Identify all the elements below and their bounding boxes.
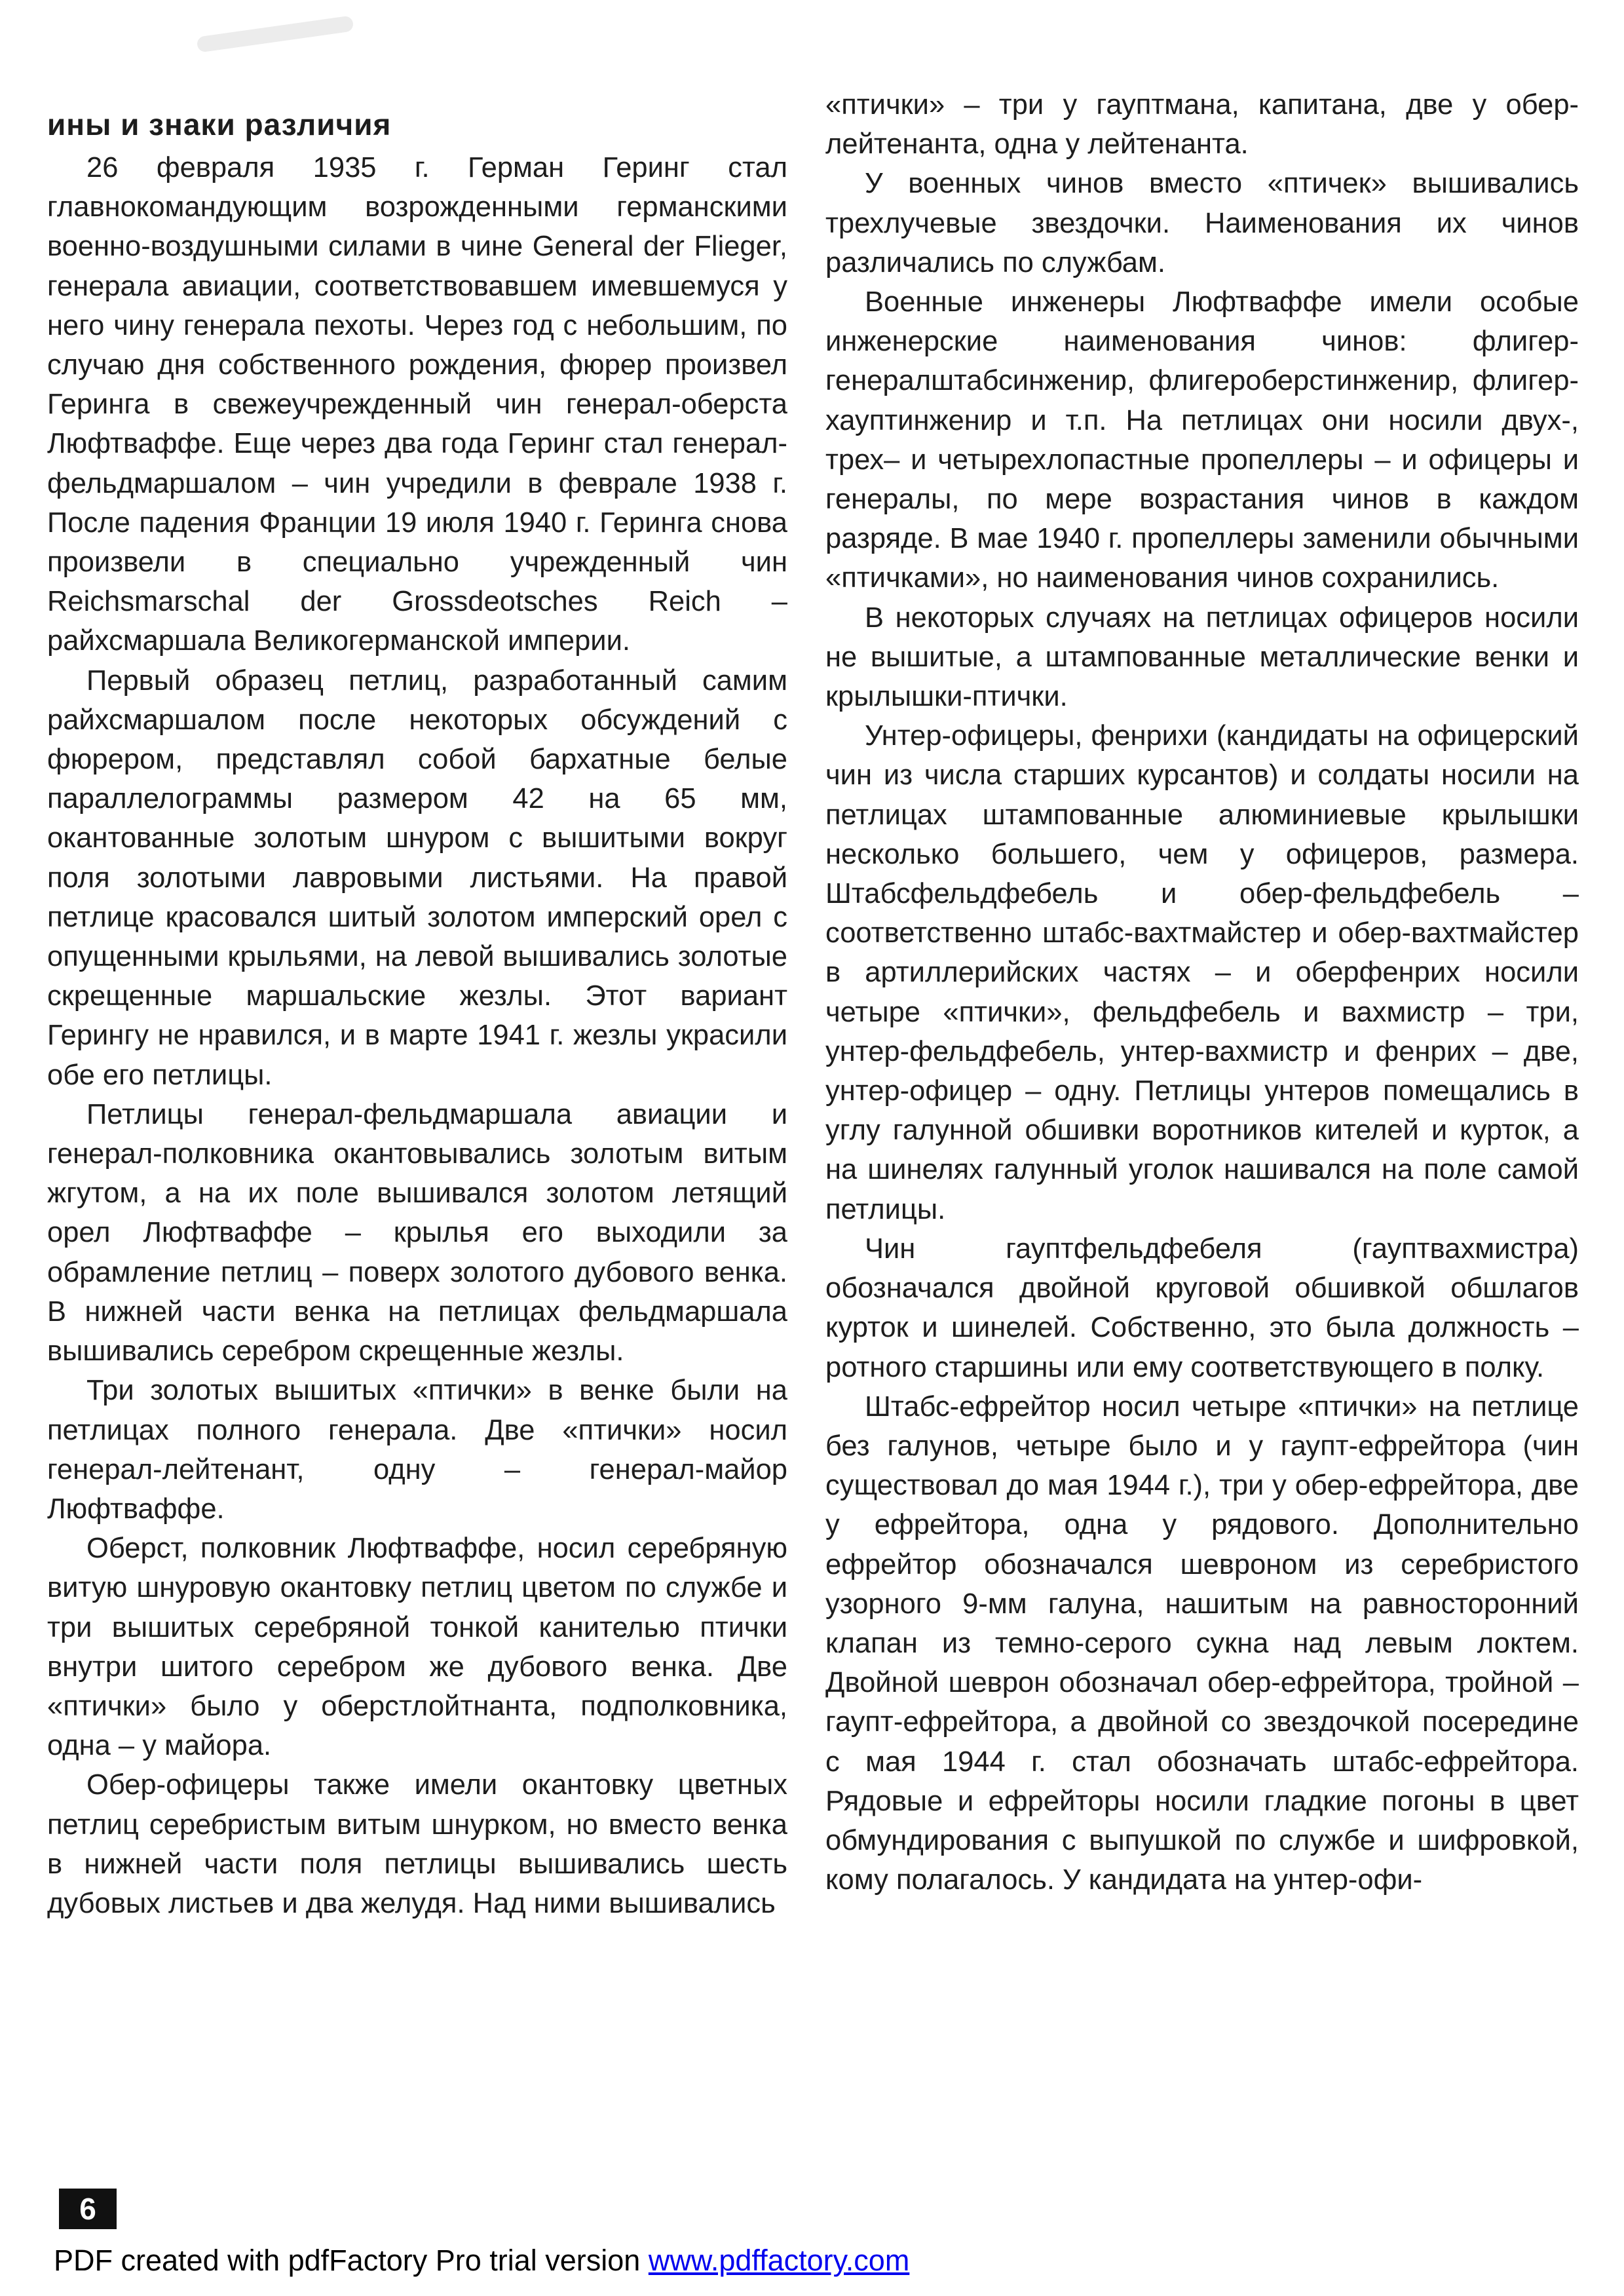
paragraph: Первый образец петлиц, разработанный самим райхсмаршалом после некоторых обсуждений с фюрером, представлял собой бархатные белые параллелограммы размером 42 на 65 мм, окантованные золотым шнуром с вышитыми вокруг поля золотыми лавровыми листьями. На правой петлице красовался шитый золотом имперский орел с опущенными крыльями, на левой вышивались золотые скрещенные маршальские жезлы. Этот вариант Герингу не нравился, и в марте 1941 г. жезлы украсили обе его петлицы. (47, 664, 787, 1091)
paragraph: Чин гауптфельдфебеля (гауптвахмистра) обозначался двойной круговой обшивкой обшлагов курток и шинелей. Собственно, это была должность – ротного старшины или ему соответствующего в полку. (825, 1233, 1579, 1383)
footer-text: PDF created with pdfFactory Pro trial version (54, 2244, 649, 2277)
paragraph: Петлицы генерал-фельдмаршала авиации и генерал-полковника окантовывались золотым витым жгутом, а на их поле вышивался золотом летящий орел Люфтваффе – крылья его выходили за обрамление петлиц – поверх золотого дубового венка. В нижней части венка на петлицах фельдмаршала вышивались серебром скрещенные жезлы. (47, 1098, 787, 1368)
paragraph: Три золотых вышитых «птички» в венке были на петлицах полного генерала. Две «птички» носил генерал-лейтенант, одну – генерал-майор Люфтваффе. (47, 1375, 787, 1525)
paragraph: «птички» – три у гауптмана, капитана, две у обер-лейтенанта, одна у лейтенанта. (825, 89, 1579, 161)
footer-link[interactable]: www.pdffactory.com (648, 2244, 910, 2277)
paragraph: Военные инженеры Люфтваффе имели особые инженерские наименования чинов: флигер-генералштабсинженир, флигероберстинженир, флигер-хауптинженир и т.п. На петлицах они носили двух-, трех– и четырехлопастные пропеллеры – и офицеры и генералы, по мере возрастания чинов в каждом разряде. В мае 1940 г. пропеллеры заменили обычными «птичками», но наименования чинов сохранились. (825, 286, 1579, 594)
paragraph: 26 февраля 1935 г. Герман Геринг стал главнокомандующим возрожденными германскими военно-воздушными силами в чине General der Flieger, генерала авиации, соответствовавшем имевшемуся у него чину генерала пехоты. Через год с небольшим, по случаю дня собственного рождения, фюрер произвел Геринга в свежеучрежденный чин генерал-оберста Люфтваффе. Еще через два года Геринг стал генерал-фельдмаршалом – чин учредили в феврале 1938 г. После падения Франции 19 июля 1940 г. Геринга снова произвели в специально учрежденный чин Reichsmarschal der Grossdeotsches Reich – райхсмаршала Великогерманской империи. (47, 152, 787, 657)
paragraph: В некоторых случаях на петлицах офицеров носили не вышитые, а штампованные металлические венки и крылышки-птички. (825, 602, 1579, 713)
paragraph: У военных чинов вместо «птичек» вышивались трехлучевые звездочки. Наименования их чинов различались по службам. (825, 168, 1579, 278)
scan-smudge (196, 15, 354, 52)
paragraph: Оберст, полковник Люфтваффе, носил серебряную витую шнуровую окантовку петлиц цветом по службе и три вышитых серебряной тонкой канителью птички внутри шитого серебром же дубового венка. Две «птички» было у оберстлойтнанта, подполковника, одна – у майора. (47, 1533, 787, 1762)
section-heading: ины и знаки различия (47, 107, 392, 142)
left-paragraphs (47, 148, 787, 1923)
paragraph: Обер-офицеры также имели окантовку цветных петлиц серебристым витым шнурком, но вместо венка в нижней части поля петлицы вышивались шесть дубовых листьев и два желудя. Над ними вышивались (47, 1769, 787, 1919)
right-column (825, 85, 1579, 1900)
paragraph: Унтер-офицеры, фенрихи (кандидаты на офицерский чин из числа старших курсантов) и солдаты носили на петлицах штампованные алюминиевые крылышки несколько большего, чем у офицеров, размера. Штабсфельдфебель и обер-фельдфебель – соответственно штабс-вахтмайстер и обер-вахтмайстер в артиллерийских частях – и оберфенрих носили четыре «птички», фельдфебель и вахмистр – три, унтер-фельдфебель, унтер-вахмистр и фенрих – две, унтер-офицер – одну. Петлицы унтеров помещались в углу галунной обшивки воротников кителей и курток, а на шинелях галунный уголок нашивался на поле самой петлицы. (825, 720, 1579, 1225)
pdf-footer (54, 2241, 909, 2280)
right-paragraphs (825, 85, 1579, 1900)
paragraph: Штабс-ефрейтор носил четыре «птички» на петлице без галунов, четыре было и у гаупт-ефрейтора (чин существовал до мая 1944 г.), три у обер-ефрейтора, две у ефрейтора, одна у рядового. Дополнительно ефрейтор обозначался шевроном из серебристого узорного 9-мм галуна, нашитым на равносторонний клапан из темно-серого сукна над левым локтем. Двойной шеврон обозначал обер-ефрейтора, тройной – гаупт-ефрейтора, а двойной со звездочкой посередине с мая 1944 г. стал обозначать штабс-ефрейтора. Рядовые и ефрейторы носили гладкие погоны в цвет обмундирования с выпушкой по службе и шифровкой, кому полагалось. У кандидата на унтер-офи- (825, 1390, 1579, 1896)
left-column (47, 98, 787, 1923)
page-number-badge: 6 (59, 2189, 117, 2229)
